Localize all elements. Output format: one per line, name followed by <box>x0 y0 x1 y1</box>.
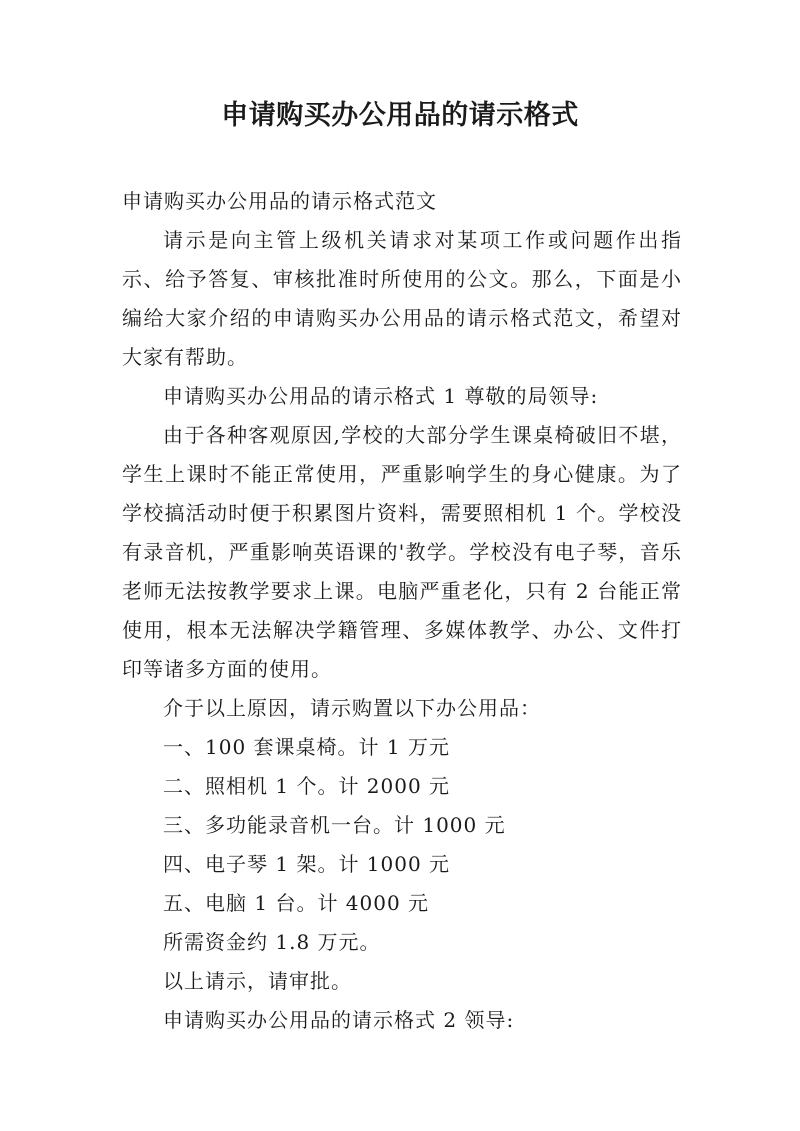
document-title: 申请购买办公用品的请示格式 <box>221 100 579 131</box>
list-item-computer: 五、电脑 1 台。计 4000 元 <box>163 891 430 915</box>
paragraph-total: 所需资金约 1.8 万元。 <box>163 930 381 954</box>
paragraph-request-lead: 介于以上原因，请示购置以下办公用品： <box>163 696 541 720</box>
list-item-desks: 一、100 套课桌椅。计 1 万元 <box>163 735 450 759</box>
list-item-recorder: 三、多功能录音机一台。计 1000 元 <box>163 813 506 837</box>
paragraph-sample2-heading: 申请购买办公用品的请示格式 2 领导: <box>163 1008 515 1032</box>
list-item-keyboard: 四、电子琴 1 架。计 1000 元 <box>163 852 451 876</box>
list-item-camera: 二、照相机 1 个。计 2000 元 <box>163 774 451 798</box>
paragraph-reasons: 由于各种客观原因,学校的大部分学生课桌椅破旧不堪，学生上课时不能正常使用，严重影响学生的身心健康。为了学校搞活动时便于积累图片资料，需要照相机 1 个。学校没有录音机，严重影响英语课的'教学。学校没有电子琴，音乐老师无法按教学要求上课。电脑严重老化，只有 2 台能正常使用，根本无法解决学籍管理、多媒体教学、办公、文件打印等诸多方面的使用。 <box>122 423 682 681</box>
paragraph-subtitle: 申请购买办公用品的请示格式范文 <box>122 189 437 213</box>
paragraph-closing: 以上请示，请审批。 <box>163 969 352 993</box>
paragraph-sample1-heading: 申请购买办公用品的请示格式 1 尊敬的局领导: <box>163 384 599 408</box>
paragraph-intro: 请示是向主管上级机关请求对某项工作或问题作出指示、给予答复、审核批准时所使用的公文。那么，下面是小编给大家介绍的申请购买办公用品的请示格式范文，希望对大家有帮助。 <box>122 228 682 369</box>
document-body <box>122 182 682 1040</box>
